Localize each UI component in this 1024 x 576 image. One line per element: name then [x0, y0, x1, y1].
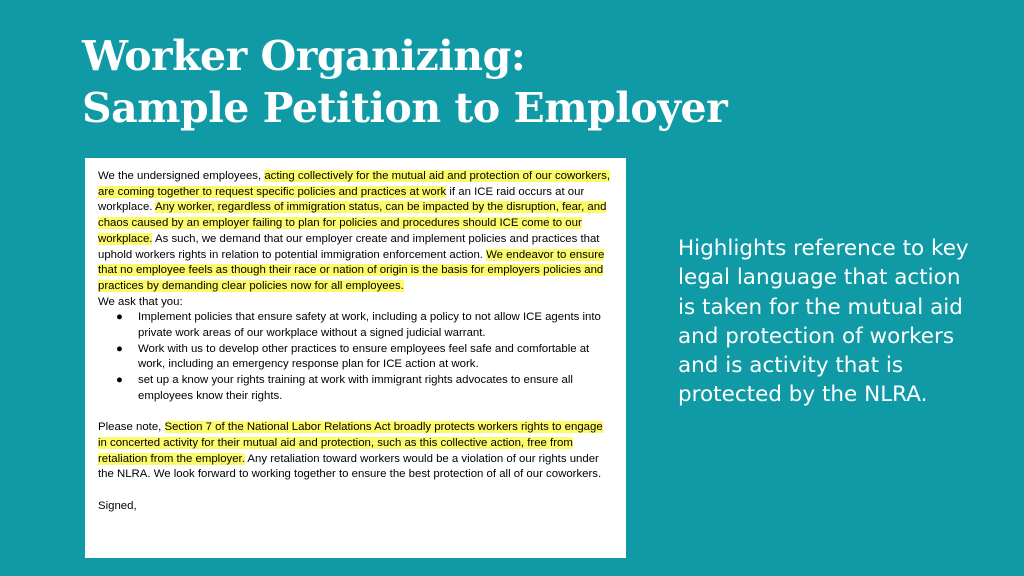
ask-item — [116, 342, 614, 373]
petition-nlra-paragraph — [98, 420, 614, 483]
intro-text-2: if an ICE raid occurs at our workplace. — [98, 185, 585, 214]
slide-title-line-1: Worker Organizing: — [82, 32, 526, 80]
highlight-section-7: Section 7 of the National Labor Relations Act broadly protects workers rights to engage in concerted activity for their mutual aid and protection, such as this collective action, free from retaliation from the employer. — [98, 421, 603, 465]
slide-title-line-2: Sample Petition to Employer — [82, 84, 728, 132]
ask-list — [98, 310, 614, 404]
ask-item — [116, 310, 614, 341]
ask-item-text: Implement policies that ensure safety at work, including a policy to not allow ICE agents into private work areas of our workplace without a signed judicial warrant. — [138, 311, 601, 340]
bullet-icon: ● — [116, 342, 123, 355]
bullet-icon: ● — [116, 374, 123, 387]
bullet-icon: ● — [116, 311, 123, 324]
paragraph-gap — [98, 405, 614, 421]
signature-line: Signed, — [98, 499, 137, 512]
highlight-mutual-aid: acting collectively for the mutual aid and protection of our coworkers, are coming together to request specific policies and practices at work — [98, 170, 611, 198]
nlra-text-1: Please note, — [98, 421, 165, 434]
side-note: Highlights reference to key legal language that action is taken for the mutual aid and protection of workers and is activity that is protected by the NLRA. — [678, 236, 969, 408]
slide-title — [82, 30, 727, 134]
intro-text-1: We the undersigned employees, — [98, 170, 265, 182]
highlight-any-worker: Any worker, regardless of immigration status, can be impacted by the disruption, fear, and chaos caused by an employer failing to plan for policies and procedures should ICE come to our workplace. — [98, 201, 607, 245]
ask-intro: We ask that you: — [98, 295, 183, 308]
petition-intro-paragraph — [98, 169, 614, 295]
highlight-race-origin: We endeavor to ensure that no employee feels as though their race or nation of origin is the basis for employers policies and practices by demanding clear policies now for all employees. — [98, 248, 605, 292]
ask-item — [116, 373, 614, 404]
ask-item-text: Work with us to develop other practices to ensure employees feel safe and comfortable at work, including an emergency response plan for ICE action at work. — [138, 342, 590, 371]
paragraph-gap — [98, 483, 614, 499]
nlra-text-2: Any retaliation toward workers would be a violation of our rights under the NLRA. We look forward to working together to ensure the best protection of all of our coworkers. — [98, 452, 602, 481]
petition-document — [85, 158, 626, 558]
ask-item-text: set up a know your rights training at work with immigrant rights advocates to ensure all employees know their rights. — [138, 374, 573, 402]
intro-text-3: As such, we demand that our employer create and implement policies and practices that uphold workers rights in relation to potential immigration enforcement action. — [98, 232, 600, 261]
